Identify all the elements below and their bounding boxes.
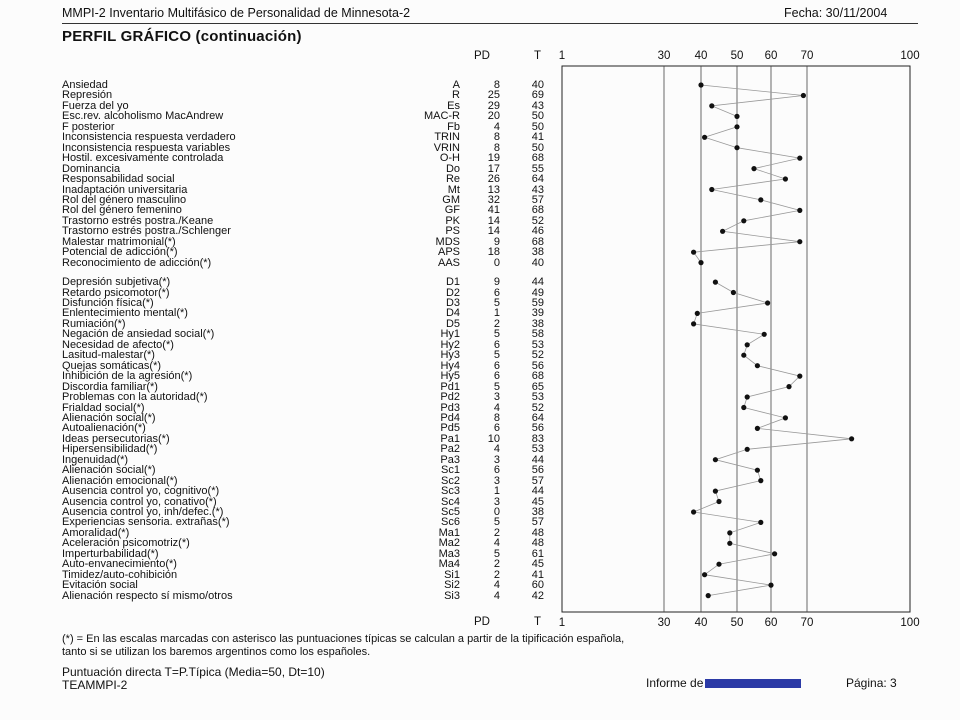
data-point [745,447,750,452]
data-point [758,197,763,202]
scale-name: Aceleración psicomotriz(*) [62,537,190,550]
data-point [755,468,760,473]
scale-name: Ingenuidad(*) [62,453,129,466]
scale-t: 50 [531,120,544,133]
scale-pd: 25 [487,89,500,102]
scale-pd: 0 [493,256,500,269]
scale-name: Potencial de adicción(*) [62,246,178,259]
scale-name: Disfunción física(*) [62,297,154,309]
scale-pd: 9 [493,235,500,248]
scale-code: Pa1 [440,432,460,445]
scale-t: 57 [531,474,544,487]
scale-pd: 32 [487,193,500,206]
scale-code: Si1 [444,568,460,581]
data-point [727,530,732,535]
scale-t: 55 [531,162,544,175]
scale-name: Inhibición de la agresión(*) [62,370,193,383]
scale-name: Alienación social(*) [62,464,156,477]
scale-name: Problemas con la autoridad(*) [62,391,208,404]
scale-name: Enlentecimiento mental(*) [62,307,188,320]
scale-name: Malestar matrimonial(*) [62,235,176,248]
scale-code: D5 [445,317,460,330]
data-point [713,457,718,462]
data-point [713,489,718,494]
scale-name: Inconsistencia respuesta variables [62,141,231,154]
scale-code: APS [437,246,460,259]
tick-label-top-100: 100 [900,50,920,62]
scale-code: AAS [437,256,460,269]
scale-pd: 6 [493,338,500,351]
scale-pd: 3 [493,391,500,404]
scale-code: Ma3 [438,547,460,560]
tick-label-bottom-60: 60 [764,617,778,629]
scale-t: 46 [531,225,544,238]
scale-name: Inconsistencia respuesta verdadero [62,131,236,144]
data-point [783,415,788,420]
scale-pd: 1 [493,307,500,320]
scale-name: Auto-envanecimiento(*) [62,558,177,571]
scale-code: Hy3 [440,349,460,362]
scale-code: Ma4 [438,558,460,571]
data-point [734,124,739,129]
scale-code: Fb [447,120,460,133]
data-point [786,384,791,389]
page-title: PERFIL GRÁFICO (continuación) [62,28,302,45]
scale-t: 56 [531,422,544,435]
scale-name: Necesidad de afecto(*) [62,338,174,351]
data-point [691,509,696,514]
scale-pd: 20 [487,110,500,123]
scale-name: Negación de ansiedad social(*) [62,328,215,341]
scale-name: Trastorno estrés postra./Keane [62,214,214,227]
scale-code: Pd2 [440,391,460,404]
scale-code: GM [442,193,460,206]
scale-code: Pd1 [440,380,460,393]
scale-pd: 6 [493,359,500,372]
scale-pd: 5 [493,547,500,560]
scale-t: 59 [531,297,544,309]
scale-pd: 9 [493,276,500,289]
profile-line-1 [694,85,804,263]
scale-pd: 6 [493,286,500,299]
scale-pd: 2 [493,558,500,571]
footnote-line-1: (*) = En las escalas marcadas con asterisco las puntuaciones típicas se calculan a partir de la tipificación española, [62,633,625,645]
scale-pd: 19 [487,152,500,165]
scale-pd: 4 [493,443,500,456]
scale-t: 64 [531,411,544,424]
scale-pd: 10 [487,432,500,445]
scale-pd: 4 [493,537,500,550]
scale-t: 50 [531,110,544,123]
scale-t: 61 [531,547,544,560]
scale-code: Hy4 [440,359,460,372]
data-point [706,593,711,598]
scale-code: Pd4 [440,411,460,424]
scale-code: Re [445,173,460,186]
scale-name: Ausencia control yo, cognitivo(*) [62,485,220,498]
scale-name: Retardo psicomotor(*) [62,286,170,299]
scale-pd: 2 [493,526,500,539]
scale-code: O-H [439,152,460,165]
data-point [758,520,763,525]
scale-code: Hy2 [440,338,460,351]
tick-label-top-40: 40 [694,50,708,62]
scale-name: Discordia familiar(*) [62,380,158,393]
scale-code: PK [445,214,460,227]
scale-t: 53 [531,338,544,351]
scale-t: 48 [531,526,544,539]
tick-label-bottom-70: 70 [800,617,814,629]
scale-pd: 2 [493,317,500,330]
scale-name: Rol del género masculino [62,193,187,206]
scale-name: Ausencia control yo, inh/defec.(*) [62,506,224,518]
scale-code: A [452,79,460,91]
scale-pd: 8 [493,141,500,154]
scale-t: 60 [531,579,544,592]
scale-t: 68 [531,235,544,248]
scale-pd: 14 [487,225,500,238]
scale-code: R [452,89,460,102]
scale-t: 44 [531,453,544,466]
scale-pd: 41 [487,204,500,217]
scale-pd: 3 [493,453,500,466]
scale-t: 53 [531,391,544,404]
data-point [734,145,739,150]
data-point [731,290,736,295]
data-point [691,321,696,326]
scale-pd: 8 [493,411,500,424]
scale-code: Hy1 [440,328,460,341]
scale-t: 42 [531,589,544,602]
pd-column-header-bottom: PD [474,616,490,628]
scale-code: D1 [445,276,460,289]
scale-pd: 3 [493,474,500,487]
scale-t: 68 [531,152,544,165]
scale-code: Pd3 [440,401,460,414]
scale-t: 58 [531,328,544,341]
page-number: Página: 3 [846,676,897,690]
scale-pd: 5 [493,328,500,341]
scale-code: Sc2 [441,474,460,487]
scale-pd: 3 [493,495,500,508]
scale-t: 53 [531,443,544,456]
scale-t: 57 [531,516,544,529]
data-point [765,300,770,305]
scale-t: 38 [531,246,544,259]
scale-code: Ma1 [438,526,460,539]
data-point [741,353,746,358]
data-point [797,156,802,161]
scale-code: Si2 [444,579,460,592]
scale-t: 40 [531,79,544,91]
data-point [758,478,763,483]
data-point [698,82,703,87]
scale-t: 39 [531,307,544,320]
scale-t: 38 [531,506,544,518]
scale-name: Alienación respecto sí mismo/otros [62,589,233,602]
data-point [698,260,703,265]
data-point [762,332,767,337]
scale-code: Sc6 [441,516,460,529]
scale-pd: 4 [493,401,500,414]
scale-pd: 13 [487,183,500,196]
scale-name: Lasitud-malestar(*) [62,349,155,362]
scale-code: Sc3 [441,485,460,498]
scale-name: Quejas somáticas(*) [62,359,162,372]
scale-code: VRIN [433,141,460,154]
scale-name: Hipersensibilidad(*) [62,443,158,456]
scale-pd: 6 [493,422,500,435]
scale-code: PS [445,225,460,238]
scale-code: TRIN [434,131,460,144]
scale-code: Sc5 [441,506,460,518]
scale-t: 52 [531,349,544,362]
scale-pd: 4 [493,579,500,592]
scale-code: D2 [445,286,460,299]
scale-name: Trastorno estrés postra./Schlenger [62,225,231,238]
scale-code: Es [447,99,460,112]
data-point [734,114,739,119]
data-point [695,311,700,316]
scale-t: 43 [531,99,544,112]
scale-code: Hy5 [440,370,460,383]
scale-pd: 17 [487,162,500,175]
scale-t: 38 [531,317,544,330]
scale-name: Ideas persecutorias(*) [62,432,170,445]
scale-code: MAC-R [423,110,460,123]
scale-name: Rol del género femenino [62,204,182,217]
data-point [741,405,746,410]
scale-code: Do [445,162,460,175]
data-point [797,374,802,379]
data-point [702,135,707,140]
scale-code: Ma2 [438,537,460,550]
scale-name: Fuerza del yo [62,99,129,112]
data-point [691,250,696,255]
scale-pd: 5 [493,297,500,309]
scale-t: 64 [531,173,544,186]
scale-t: 50 [531,141,544,154]
scale-code: GF [444,204,460,217]
scale-pd: 26 [487,173,500,186]
data-point [797,208,802,213]
scale-t: 52 [531,401,544,414]
scale-name: Depresión subjetiva(*) [62,276,171,289]
scale-t: 83 [531,432,544,445]
scale-name: Represión [62,89,113,102]
scale-t: 49 [531,286,544,299]
scale-pd: 8 [493,131,500,144]
scale-pd: 8 [493,79,500,91]
scale-code: Pa3 [440,453,460,466]
tick-label-bottom-50: 50 [730,617,744,629]
tick-label-bottom-100: 100 [900,617,920,629]
scale-pd: 14 [487,214,500,227]
data-point [801,93,806,98]
scale-t: 69 [531,89,544,102]
scale-pd: 4 [493,589,500,602]
scale-pd: 5 [493,380,500,393]
data-point [716,499,721,504]
data-point [716,562,721,567]
score-legend: Puntuación directa T=P.Típica (Media=50, Dt=10) [62,665,325,679]
scale-code: Pa2 [440,443,460,456]
scale-code: Pd5 [440,422,460,435]
scale-name: Rumiación(*) [62,317,126,330]
scale-name: Amoralidad(*) [62,526,130,539]
scale-name: Esc.rev. alcoholismo MacAndrew [62,110,224,123]
data-point [755,426,760,431]
scale-name: Alienación emocional(*) [62,474,178,487]
scale-t: 41 [531,131,544,144]
scale-pd: 29 [487,99,500,112]
data-point [709,187,714,192]
data-point [849,436,854,441]
scale-code: D4 [445,307,460,320]
data-point [702,572,707,577]
scale-t: 44 [531,485,544,498]
scale-t: 56 [531,464,544,477]
data-point [751,166,756,171]
scale-pd: 1 [493,485,500,498]
scale-code: Mt [447,183,460,196]
tick-label-top-50: 50 [730,50,744,62]
scale-t: 45 [531,558,544,571]
footnote-line-2: tanto si se utilizan los baremos argentinos como los españoles. [62,646,371,658]
scale-pd: 4 [493,120,500,133]
redacted-name [705,679,801,688]
scale-name: Dominancia [62,162,121,175]
data-point [768,583,773,588]
scale-name: Evitación social [62,579,138,592]
scale-name: Frialdad social(*) [62,401,145,414]
scale-t: 57 [531,193,544,206]
tick-label-top-30: 30 [657,50,671,62]
tick-label-top-70: 70 [800,50,814,62]
scale-pd: 0 [493,506,500,518]
scale-name: Timidez/auto-cohibición [62,568,178,581]
data-point [741,218,746,223]
scale-t: 43 [531,183,544,196]
data-point [745,394,750,399]
scale-pd: 5 [493,516,500,529]
scale-name: Ansiedad [62,79,108,91]
scale-code: Si3 [444,589,460,602]
form-code: TEAMMPI-2 [62,678,128,692]
scale-name: Ausencia control yo, conativo(*) [62,495,217,508]
data-point [713,280,718,285]
scale-t: 52 [531,214,544,227]
profile-line-2 [694,282,852,595]
data-point [720,229,725,234]
scale-pd: 6 [493,370,500,383]
scale-code: D3 [445,297,460,309]
scale-t: 68 [531,204,544,217]
scale-name: Imperturbabilidad(*) [62,547,159,560]
scale-code: Sc4 [441,495,460,508]
scale-name: Responsabilidad social [62,173,175,186]
scale-name: Hostil. excesivamente controlada [62,152,224,165]
report-title: MMPI-2 Inventario Multifásico de Personalidad de Minnesota-2 [62,6,411,20]
scale-t: 68 [531,370,544,383]
report-owner-label: Informe de [646,676,704,690]
scale-pd: 5 [493,349,500,362]
tick-label-top-1: 1 [558,50,566,62]
scale-name: Autoalienación(*) [62,422,146,435]
report-owner [646,676,801,690]
tick-label-bottom-40: 40 [694,617,708,629]
scale-code: MDS [435,235,460,248]
data-point [727,541,732,546]
data-point [745,342,750,347]
t-column-header-top: T [534,50,542,62]
tick-label-top-60: 60 [764,50,778,62]
report-date: Fecha: 30/11/2004 [784,6,888,20]
scale-code: Sc1 [441,464,460,477]
scale-name: F posterior [62,120,115,133]
scale-t: 41 [531,568,544,581]
scale-name: Alienación social(*) [62,411,156,424]
scale-t: 44 [531,276,544,289]
scale-t: 65 [531,380,544,393]
data-point [797,239,802,244]
pd-column-header-top: PD [474,50,490,62]
tick-label-bottom-30: 30 [657,617,671,629]
scale-pd: 6 [493,464,500,477]
scale-name: Experiencias sensoria. extrañas(*) [62,516,230,529]
tick-label-bottom-1: 1 [558,617,566,629]
scale-t: 48 [531,537,544,550]
scale-pd: 18 [487,246,500,259]
data-point [709,103,714,108]
scale-t: 56 [531,359,544,372]
data-point [755,363,760,368]
scale-name: Reconocimiento de adicción(*) [62,256,212,269]
scale-name: Inadaptación universitaria [62,183,188,196]
data-point [783,176,788,181]
data-point [772,551,777,556]
t-column-header-bottom: T [534,616,542,628]
scale-t: 40 [531,256,544,269]
scale-pd: 2 [493,568,500,581]
scale-t: 45 [531,495,544,508]
